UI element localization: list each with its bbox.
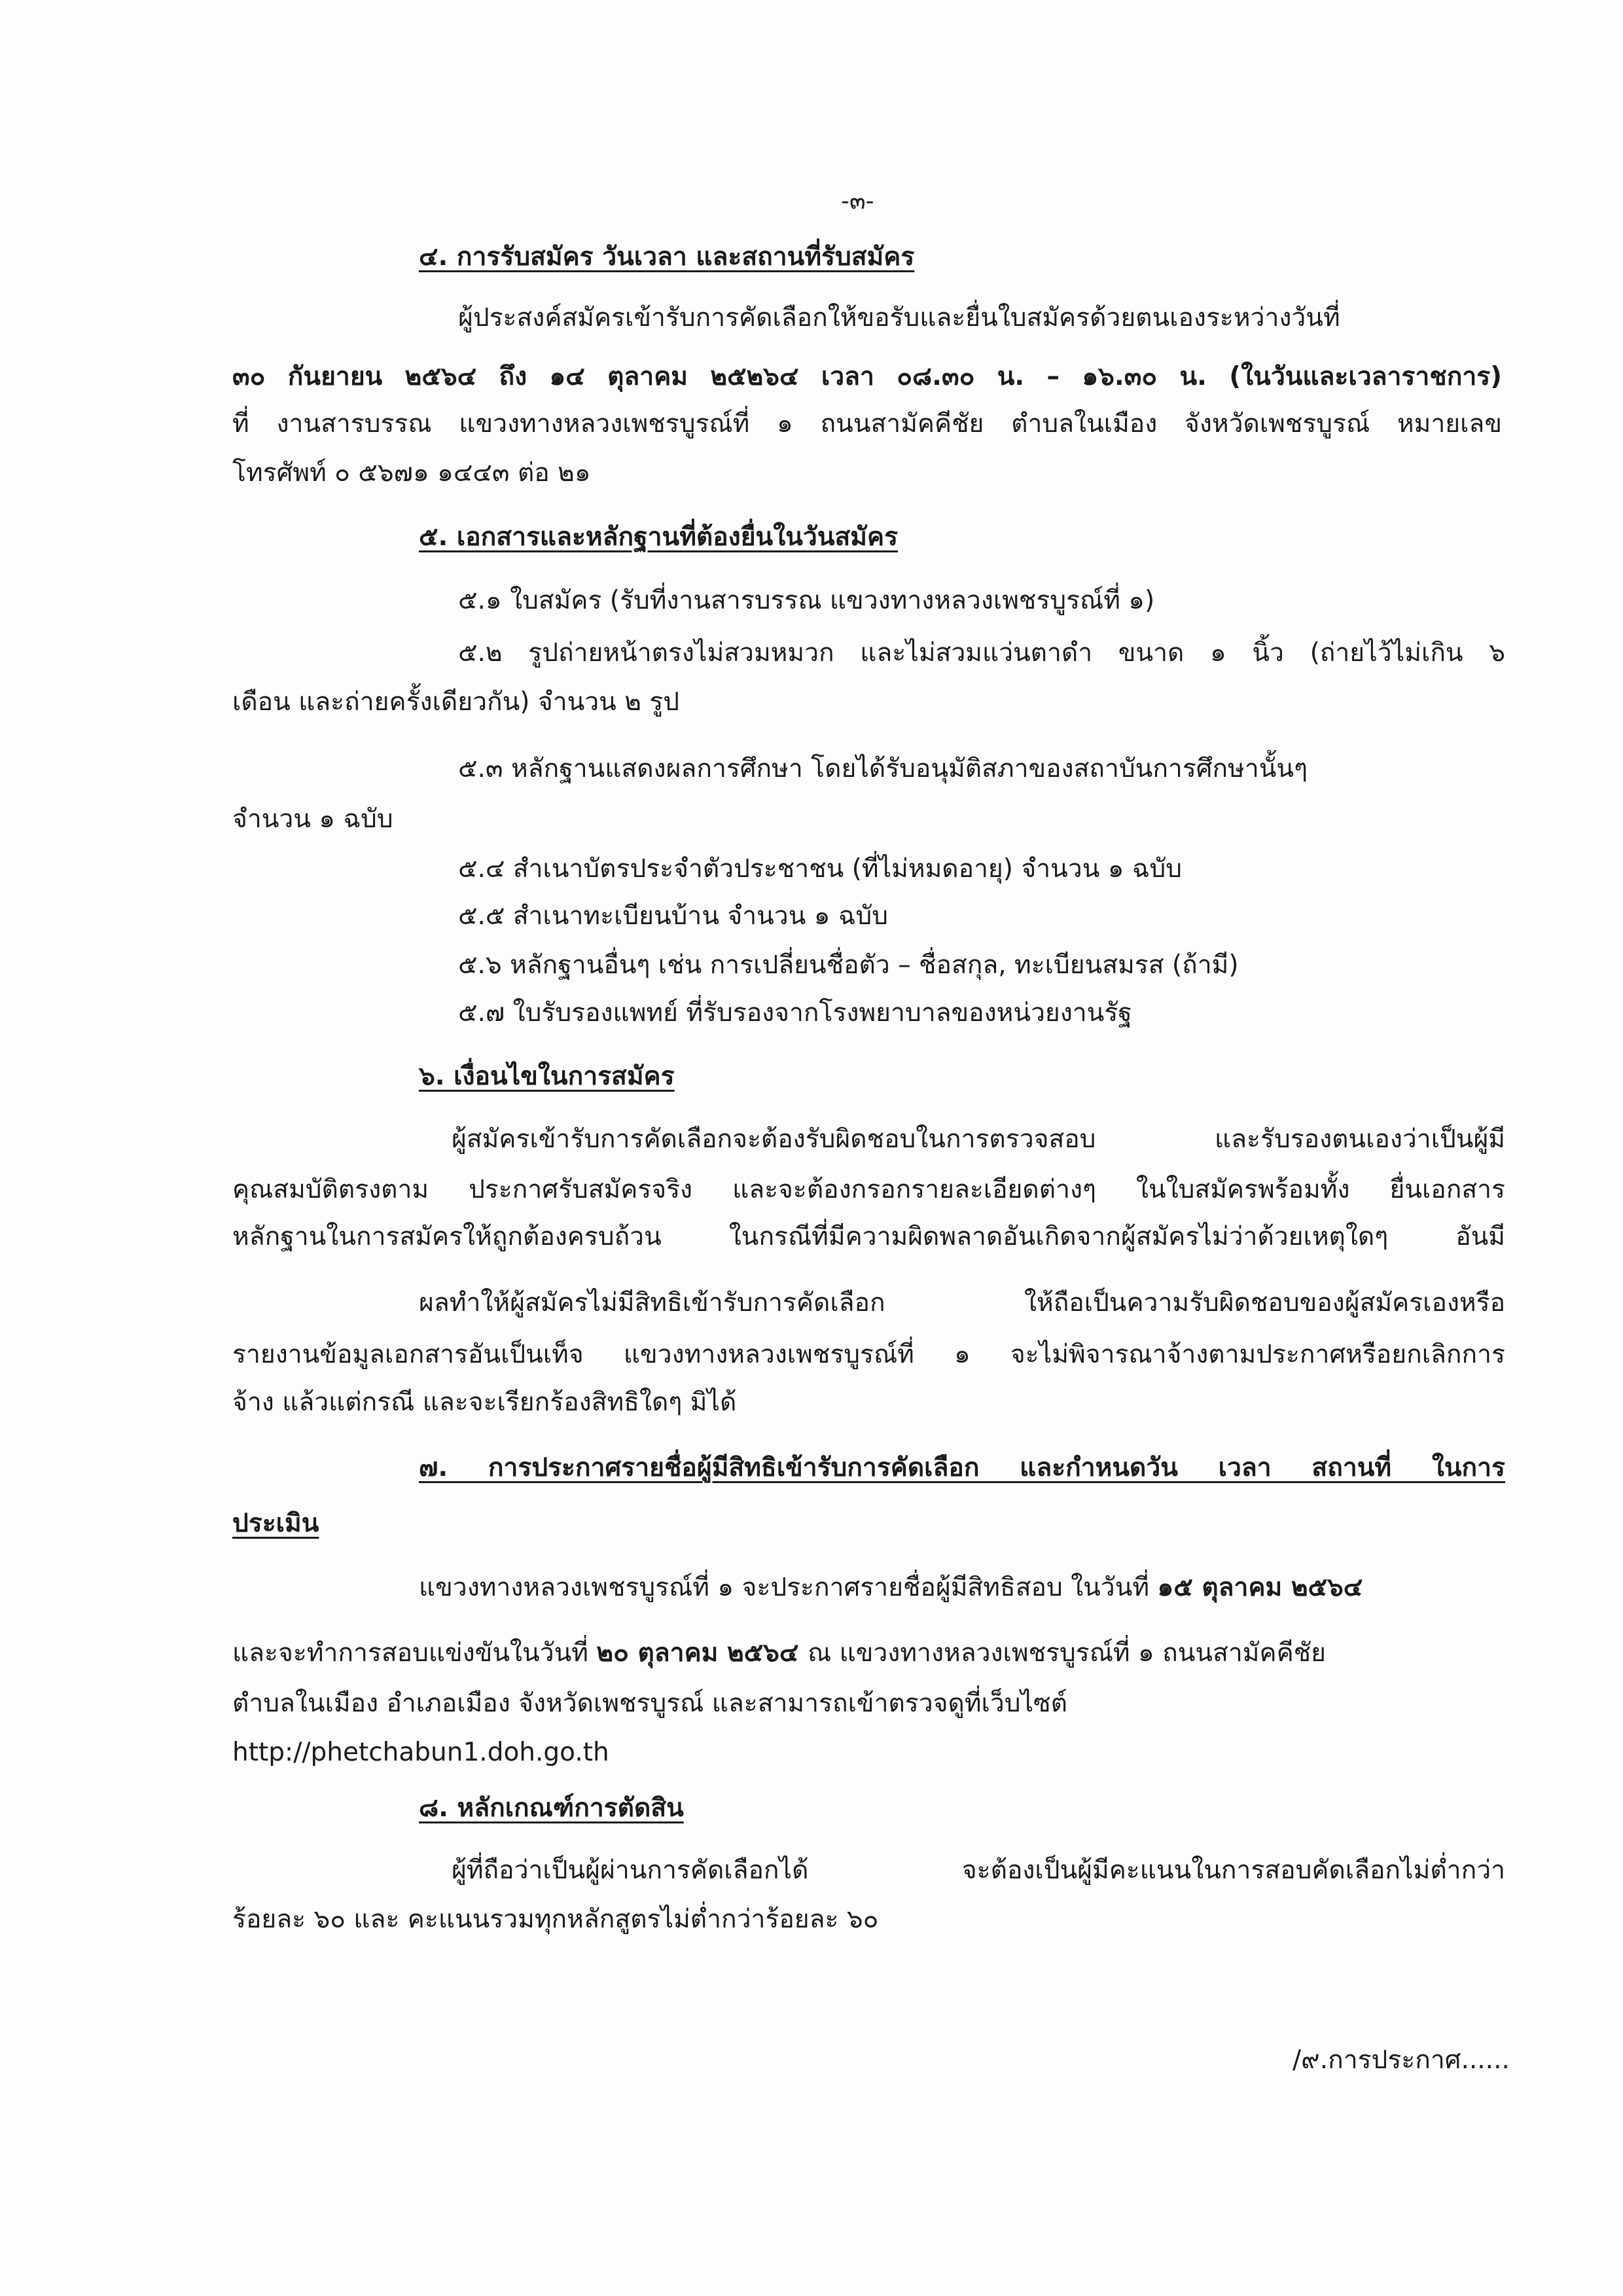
section-4-heading: ๔. การรับสมัคร วันเวลา และสถานที่รับสมัคร <box>419 242 915 272</box>
section-5-item-4: ๕.๔ สำเนาบัตรประจำตัวประชาชน (ที่ไม่หมดอายุ) จำนวน ๑ ฉบับ <box>458 854 1182 884</box>
page-number: -๓- <box>841 188 874 215</box>
section-7-line-1-text: แขวงทางหลวงเพชรบูรณ์ที่ ๑ จะประกาศรายชื่อผู้มีสิทธิสอบ ในวันที่ <box>419 1573 1158 1602</box>
section-5-item-2a: ๕.๒ รูปถ่ายหน้าตรงไม่สวมหมวก และไม่สวมแว่นตาดำ ขนาด ๑ นิ้ว (ถ่ายไว้ไม่เกิน ๖ <box>458 638 1505 668</box>
section-6-para-2-line-3: จ้าง แล้วแต่กรณี และจะเรียกร้องสิทธิใดๆ มิได้ <box>232 1388 737 1417</box>
continuation-note: /๙.การประกาศ...... <box>1293 2045 1510 2075</box>
section-6-para-2-line-1: ผลทำให้ผู้สมัครไม่มีสิทธิเข้ารับการคัดเลือก ให้ถือเป็นความรับผิดชอบของผู้สมัครเองหรือ <box>419 1288 1505 1318</box>
section-6-heading: ๖. เงื่อนไขในการสมัคร <box>419 1062 675 1091</box>
section-5-item-6: ๕.๖ หลักฐานอื่นๆ เช่น การเปลี่ยนชื่อตัว – ชื่อสกุล, ทะเบียนสมรส (ถ้ามี) <box>458 950 1239 980</box>
section-8-line-1: ผู้ที่ถือว่าเป็นผู้ผ่านการคัดเลือกได้ จะต้องเป็นผู้มีคะแนนในการสอบคัดเลือกไม่ต่ำกว่า <box>452 1856 1505 1885</box>
section-4-line-2: ๓๐ กันยายน ๒๕๖๔ ถึง ๑๔ ตุลาคม ๒๕๒๖๔ เวลา ๐๘.๓๐ น. – ๑๖.๓๐ น. (ในวันและเวลาราชการ) <box>232 362 1502 391</box>
section-6-para-2-line-2: รายงานข้อมูลเอกสารอันเป็นเท็จ แขวงทางหลวงเพชรบูรณ์ที่ ๑ จะไม่พิจารณาจ้างตามประกาศหรือยกเลิกการ <box>232 1340 1505 1369</box>
section-6-para-1-line-1: ผู้สมัครเข้ารับการคัดเลือกจะต้องรับผิดชอบในการตรวจสอบ และรับรองตนเองว่าเป็นผู้มี <box>452 1124 1505 1154</box>
section-5-item-3a: ๕.๓ หลักฐานแสดงผลการศึกษา โดยได้รับอนุมัติสภาของสถาบันการศึกษานั้นๆ <box>458 754 1308 783</box>
section-5-item-7: ๕.๗ ใบรับรองแพทย์ ที่รับรองจากโรงพยาบาลของหน่วยงานรัฐ <box>458 998 1132 1028</box>
section-7-line-2 <box>232 1635 1326 1672</box>
website-url[interactable]: http://phetchabun1.doh.go.th <box>232 1738 609 1767</box>
announcement-date: ๑๕ ตุลาคม ๒๕๖๔ <box>1157 1573 1363 1602</box>
section-7-line-2-text: และจะทำการสอบแข่งขันในวันที่ <box>232 1638 597 1668</box>
section-5-item-1: ๕.๑ ใบสมัคร (รับที่งานสารบรรณ แขวงทางหลวงเพชรบูรณ์ที่ ๑) <box>458 586 1155 615</box>
section-7-line-1 <box>419 1570 1363 1606</box>
section-5-item-2b: เดือน และถ่ายครั้งเดียวกัน) จำนวน ๒ รูป <box>232 687 680 717</box>
section-8-line-2: ร้อยละ ๖๐ และ คะแนนรวมทุกหลักสูตรไม่ต่ำกว่าร้อยละ ๖๐ <box>232 1905 879 1934</box>
section-8-heading: ๘. หลักเกณฑ์การตัดสิน <box>419 1793 684 1823</box>
section-5-heading: ๕. เอกสารและหลักฐานที่ต้องยื่นในวันสมัคร <box>419 522 899 552</box>
section-4-line-4: โทรศัพท์ ๐ ๕๖๗๑ ๑๔๔๓ ต่อ ๒๑ <box>232 458 591 488</box>
section-5-item-5: ๕.๕ สำเนาทะเบียนบ้าน จำนวน ๑ ฉบับ <box>458 901 888 931</box>
section-7-heading-line-2: ประเมิน <box>232 1509 319 1538</box>
section-7-line-3: ตำบลในเมือง อำเภอเมือง จังหวัดเพชรบูรณ์ และสามารถเข้าตรวจดูที่เว็บไซต์ <box>232 1689 1067 1718</box>
section-5-item-3b: จำนวน ๑ ฉบับ <box>232 804 393 834</box>
exam-date: ๒๐ ตุลาคม ๒๕๖๔ <box>596 1638 808 1668</box>
section-4-line-1: ผู้ประสงค์สมัครเข้ารับการคัดเลือกให้ขอรับและยื่นใบสมัครด้วยตนเองระหว่างวันที่ <box>458 303 1340 332</box>
section-6-para-1-line-3: หลักฐานในการสมัครให้ถูกต้องครบถ้วน ในกรณีที่มีความผิดพลาดอันเกิดจากผู้สมัครไม่ว่าด้วยเหตุใดๆ อันมี <box>232 1222 1505 1251</box>
section-7-line-2-location: ณ แขวงทางหลวงเพชรบูรณ์ที่ ๑ ถนนสามัคคีชัย <box>808 1638 1326 1668</box>
section-4-line-3: ที่ งานสารบรรณ แขวงทางหลวงเพชรบูรณ์ที่ ๑ ถนนสามัคคีชัย ตำบลในเมือง จังหวัดเพชรบูรณ์ หมายเลข <box>232 409 1502 439</box>
section-6-para-1-line-2: คุณสมบัติตรงตาม ประกาศรับสมัครจริง และจะต้องกรอกรายละเอียดต่างๆ ในใบสมัครพร้อมทั้ง ยื่นเอกสาร <box>232 1175 1505 1204</box>
section-7-heading-line-1: ๗. การประกาศรายชื่อผู้มีสิทธิเข้ารับการคัดเลือก และกำหนดวัน เวลา สถานที่ ในการ <box>419 1453 1505 1482</box>
